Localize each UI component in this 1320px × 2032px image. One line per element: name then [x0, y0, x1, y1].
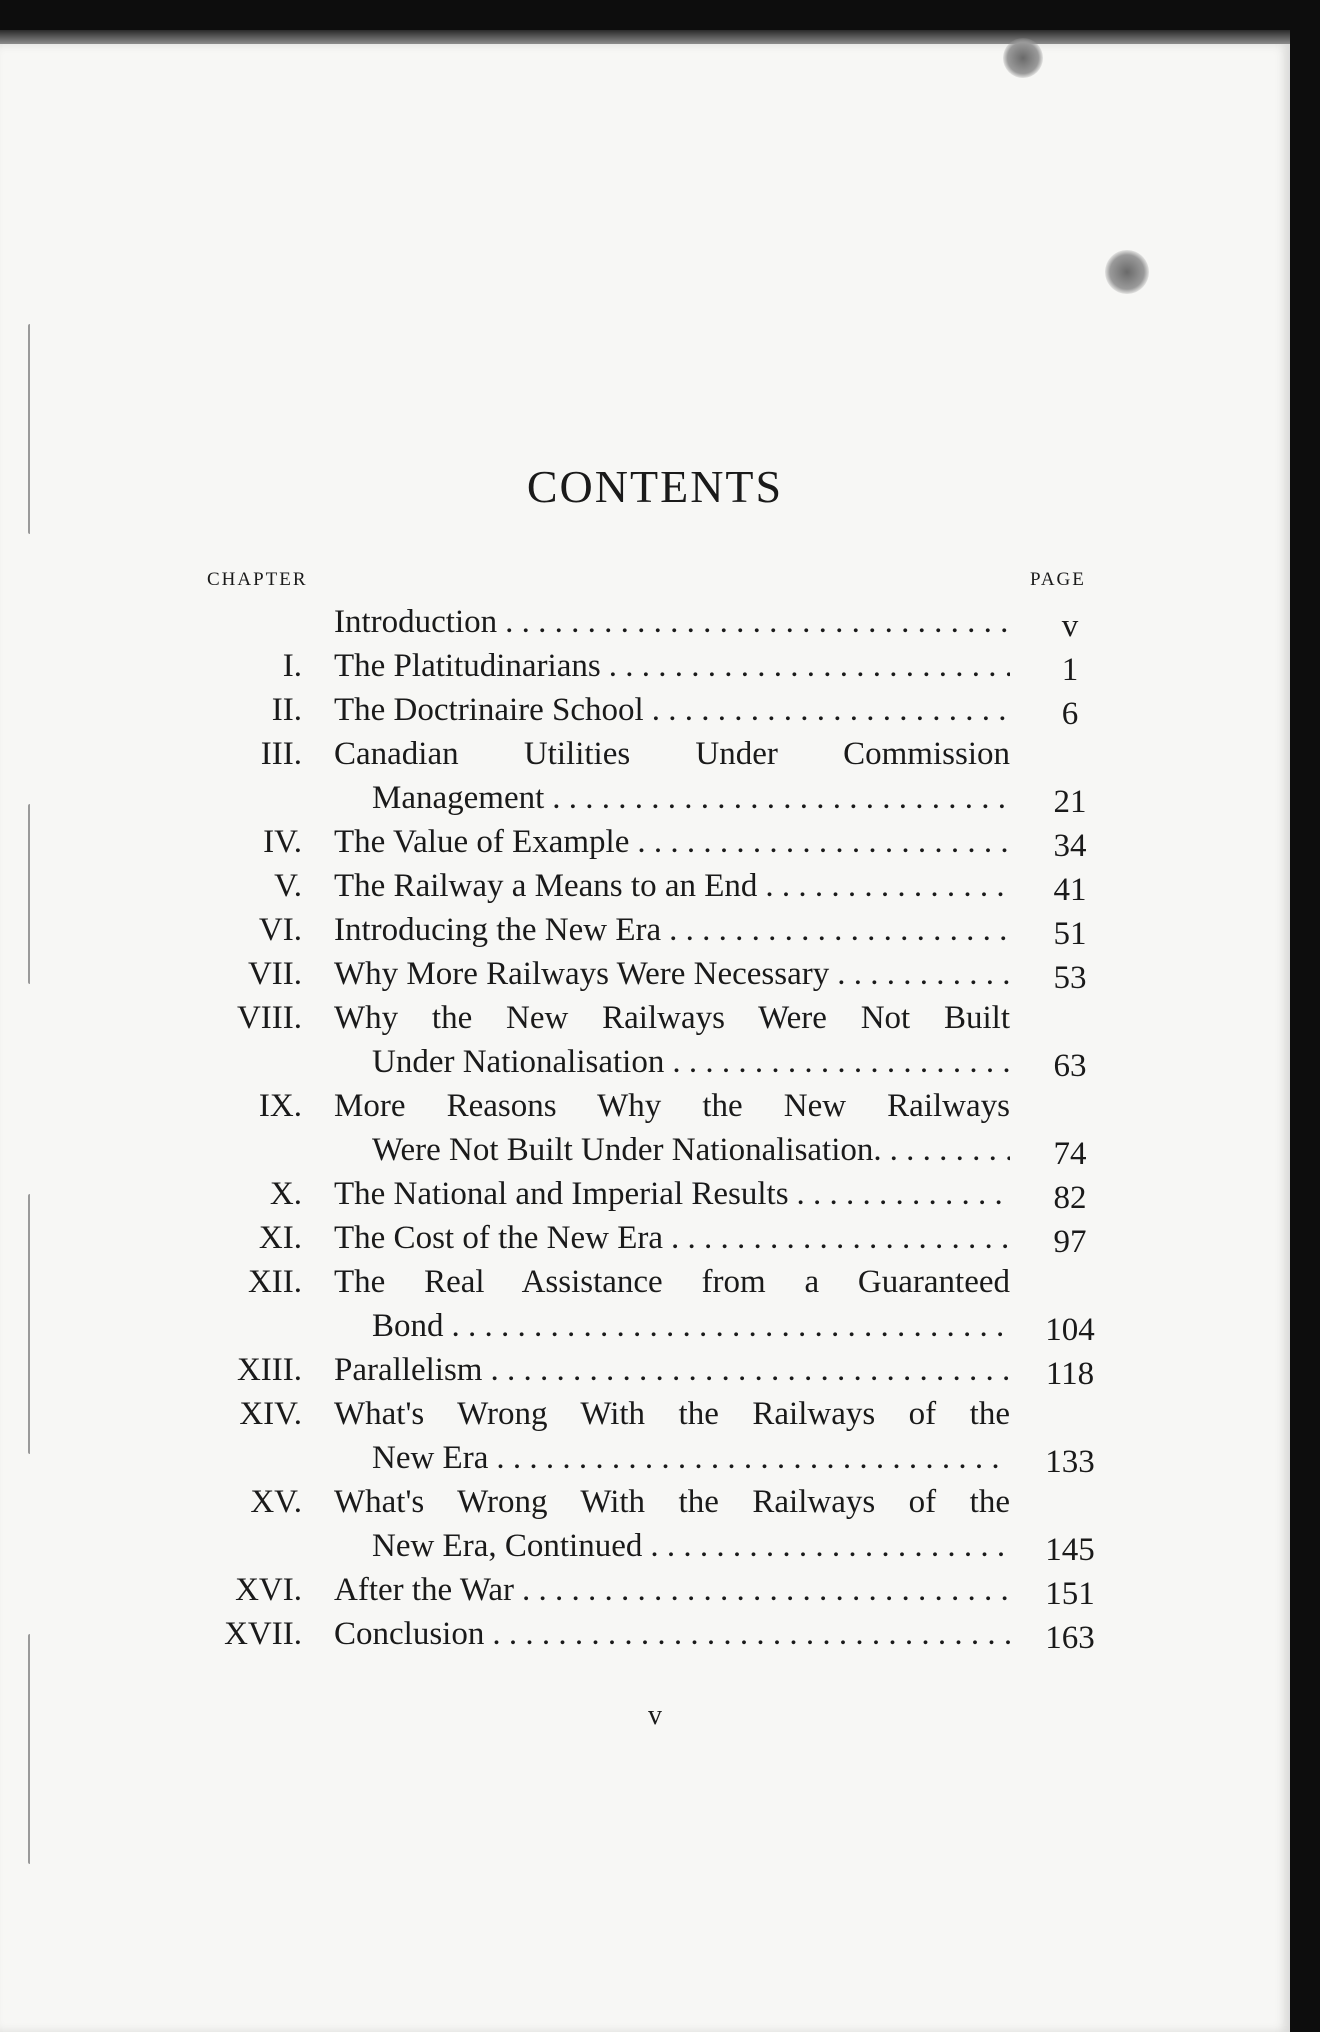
page-ref: v — [1061, 608, 1079, 644]
chapter-title-line — [334, 644, 1010, 688]
dot-leader — [505, 600, 1010, 644]
chapter-title-line — [334, 1524, 1010, 1568]
chapter-title — [334, 1172, 1010, 1216]
chapter-title-text: Introduction — [334, 604, 498, 640]
dot-leader — [890, 1128, 1010, 1172]
chapter-number: XIII. — [236, 1352, 302, 1388]
chapter-title — [334, 1216, 1010, 1260]
page-ref: 104 — [1045, 1312, 1095, 1348]
chapter-title-line: Canadian Utilities Under Commission — [334, 736, 1010, 772]
chapter-title-line — [334, 1348, 1010, 1392]
chapter-title — [334, 600, 1010, 644]
chapter-number: XII. — [247, 1264, 302, 1300]
chapter-title-continuation: Bond — [372, 1308, 444, 1344]
chapter-title-line — [334, 1568, 1010, 1612]
chapter-title — [334, 820, 1010, 864]
table-of-contents — [0, 600, 1310, 1656]
chapter-title-line — [334, 820, 1010, 864]
chapter-title-line — [334, 600, 1010, 644]
chapter-number: II. — [271, 692, 302, 728]
page-ref: 97 — [1053, 1224, 1087, 1260]
toc-entry — [0, 1392, 1310, 1480]
chapter-number: XVII. — [224, 1616, 302, 1652]
page-ref: 118 — [1045, 1356, 1095, 1392]
chapter-title-line — [334, 1216, 1010, 1260]
page-ref: 6 — [1061, 696, 1079, 732]
chapter-title-line — [334, 908, 1010, 952]
toc-entry — [0, 1216, 1310, 1260]
chapter-number: I. — [282, 648, 302, 684]
chapter-title — [334, 732, 1010, 820]
dot-leader — [669, 908, 1010, 952]
page-ref: 21 — [1053, 784, 1087, 820]
toc-entry — [0, 600, 1310, 644]
page-ref: 133 — [1045, 1444, 1095, 1480]
chapter-title-line: The Real Assistance from a Guaranteed — [334, 1264, 1010, 1300]
chapter-title-text: The National and Imperial Results — [334, 1176, 789, 1212]
page-ref: 163 — [1045, 1620, 1095, 1656]
chapter-title-continuation: Management — [372, 780, 545, 816]
chapter-title-line — [334, 1128, 1010, 1172]
chapter-title-line — [334, 864, 1010, 908]
chapter-title — [334, 1568, 1010, 1612]
toc-entry — [0, 732, 1310, 820]
chapter-title-line — [334, 1172, 1010, 1216]
chapter-title — [334, 688, 1010, 732]
page-top-edge — [0, 30, 1290, 44]
dot-leader — [452, 1304, 1010, 1348]
chapter-number: XI. — [258, 1220, 302, 1256]
dot-leader — [671, 1216, 1010, 1260]
page-ref: 53 — [1053, 960, 1087, 996]
toc-entry — [0, 1568, 1310, 1612]
paper-stain — [1003, 38, 1043, 78]
toc-entry — [0, 1348, 1310, 1392]
chapter-title — [334, 1480, 1010, 1568]
chapter-title-line — [334, 1304, 1010, 1348]
toc-entry — [0, 644, 1310, 688]
chapter-number: X. — [269, 1176, 302, 1212]
chapter-title-text: The Value of Example — [334, 824, 630, 860]
dot-leader — [837, 952, 1010, 996]
toc-entry — [0, 1260, 1310, 1348]
chapter-title — [334, 1612, 1010, 1656]
chapter-title-line — [334, 952, 1010, 996]
chapter-number: IV. — [263, 824, 302, 860]
chapter-title-text: Why More Railways Were Necessary — [334, 956, 830, 992]
chapter-title-text: Conclusion — [334, 1616, 485, 1652]
page-ref: 51 — [1053, 916, 1087, 952]
chapter-number: VI. — [258, 912, 302, 948]
chapter-number: VIII. — [236, 1000, 302, 1036]
chapter-title-line — [334, 1612, 1010, 1656]
paper-stain — [1105, 250, 1149, 294]
chapter-number: III. — [260, 736, 302, 772]
binding-thread — [28, 1634, 34, 1864]
chapter-title — [334, 864, 1010, 908]
toc-entry — [0, 996, 1310, 1084]
page-column-header: PAGE — [1030, 569, 1086, 590]
dot-leader — [552, 776, 1010, 820]
chapter-title — [334, 1084, 1010, 1172]
chapter-title — [334, 952, 1010, 996]
toc-entry — [0, 1084, 1310, 1172]
toc-entry — [0, 820, 1310, 864]
toc-entry — [0, 1172, 1310, 1216]
dot-leader — [490, 1348, 1010, 1392]
dot-leader — [637, 820, 1010, 864]
chapter-number: IX. — [258, 1088, 302, 1124]
chapter-title-line — [334, 1436, 1010, 1480]
dot-leader — [492, 1612, 1010, 1656]
chapter-title — [334, 644, 1010, 688]
chapter-title — [334, 908, 1010, 952]
chapter-title-text: After the War — [334, 1572, 514, 1608]
toc-entry — [0, 908, 1310, 952]
chapter-title-line — [334, 1040, 1010, 1084]
dot-leader — [609, 644, 1010, 688]
chapter-title-text: The Platitudinarians — [334, 648, 601, 684]
chapter-title-line: Why the New Railways Were Not Built — [334, 1000, 1010, 1036]
chapter-number: XIV. — [239, 1396, 302, 1432]
chapter-title-line: What's Wrong With the Railways of the — [334, 1484, 1010, 1520]
chapter-title-continuation: Were Not Built Under Nationalisation. — [372, 1132, 882, 1168]
chapter-title-text: The Cost of the New Era — [334, 1220, 663, 1256]
page-ref: 1 — [1061, 652, 1079, 688]
page-ref: 82 — [1053, 1180, 1087, 1216]
dot-leader — [652, 688, 1010, 732]
chapter-title-line: What's Wrong With the Railways of the — [334, 1396, 1010, 1432]
toc-entry — [0, 688, 1310, 732]
chapter-column-header: CHAPTER — [207, 569, 308, 590]
page-ref: 63 — [1053, 1048, 1087, 1084]
toc-entry — [0, 952, 1310, 996]
dot-leader — [496, 1436, 1010, 1480]
page-number: v — [648, 1700, 662, 1731]
chapter-title-text: The Doctrinaire School — [334, 692, 644, 728]
chapter-number: V. — [274, 868, 302, 904]
chapter-title-line: More Reasons Why the New Railways — [334, 1088, 1010, 1124]
page-ref: 74 — [1053, 1136, 1087, 1172]
dot-leader — [522, 1568, 1010, 1612]
toc-entry — [0, 1480, 1310, 1568]
toc-entry — [0, 1612, 1310, 1656]
chapter-title-continuation: New Era — [372, 1440, 489, 1476]
page-ref: 145 — [1045, 1532, 1095, 1568]
chapter-title-continuation: New Era, Continued — [372, 1528, 643, 1564]
chapter-title-line — [334, 688, 1010, 732]
dot-leader — [650, 1524, 1010, 1568]
chapter-title-continuation: Under Nationalisation — [372, 1044, 665, 1080]
page-ref: 151 — [1045, 1576, 1095, 1612]
chapter-title-text: Parallelism — [334, 1352, 483, 1388]
chapter-title-text: The Railway a Means to an End — [334, 868, 758, 904]
page-ref: 34 — [1053, 828, 1087, 864]
chapter-title — [334, 1260, 1010, 1348]
dot-leader — [765, 864, 1010, 908]
chapter-number: XVI. — [235, 1572, 302, 1608]
page-title: CONTENTS — [526, 461, 784, 512]
chapter-title — [334, 1392, 1010, 1480]
chapter-title-text: Introducing the New Era — [334, 912, 662, 948]
dot-leader — [797, 1172, 1010, 1216]
chapter-title — [334, 1348, 1010, 1392]
toc-entry — [0, 864, 1310, 908]
chapter-number: VII. — [247, 956, 302, 992]
chapter-title — [334, 996, 1010, 1084]
page-ref: 41 — [1053, 872, 1087, 908]
chapter-number: XV. — [250, 1484, 302, 1520]
chapter-title-line — [334, 776, 1010, 820]
dot-leader — [672, 1040, 1010, 1084]
